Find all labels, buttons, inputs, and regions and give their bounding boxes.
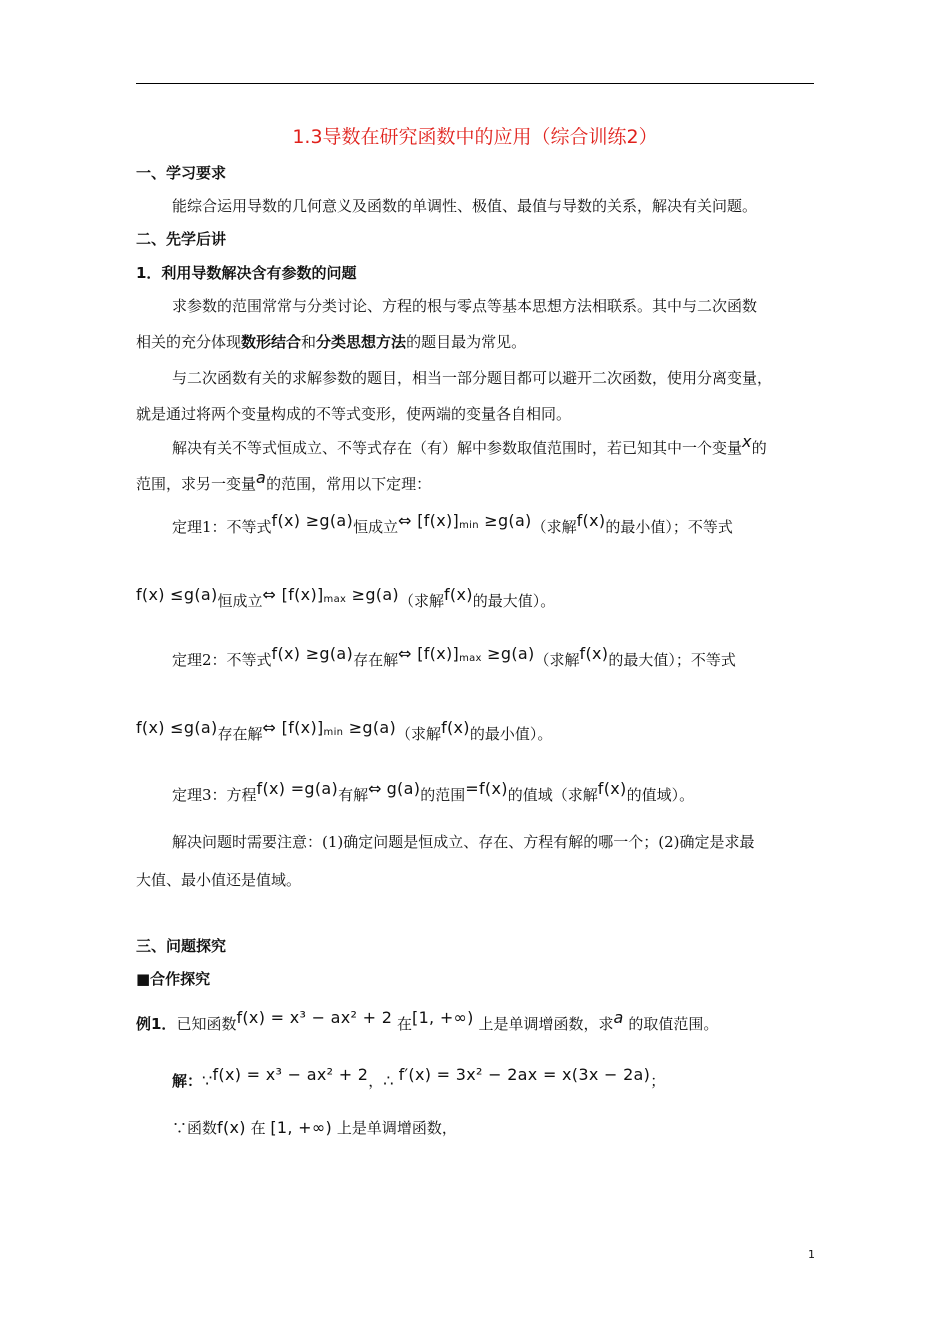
math-expression: f(x) ≥g(a): [271, 511, 354, 530]
example-1: 例1．已知函数f(x) = x³ − ax² + 2 在[1, +∞) 上是单调增函数，求a 的取值范围。: [136, 1008, 719, 1033]
theorem-2-line-1: 定理2：不等式f(x) ≥g(a)存在解⇔ $[f(x)]_{max} \ge g(a)$（求解f(x)的最大值）；不等式: [172, 644, 736, 669]
subsection-1-heading: 1．利用导数解决含有参数的问题: [136, 264, 357, 282]
theorem-1-line-2: f(x) ≤g(a)恒成立⇔ $[f(x)]_{max} \ge g(a)$（求解f(x)的最大值）。: [136, 585, 556, 610]
paragraph-2-line-2: 就是通过将两个变量构成的不等式变形，使两端的变量各自相同。: [136, 405, 572, 423]
theorem-3: 定理3：方程f(x) =g(a)有解⇔ g(a)的范围=f(x)的值域（求解f(x)的值域）。: [172, 779, 695, 804]
bold-term-classification: 分类思想方法: [316, 333, 407, 351]
bold-term-shape-number: 数形结合: [241, 333, 302, 351]
section-1-text: 能综合运用导数的几何意义及函数的单调性、极值、最值与导数的关系，解决有关问题。: [172, 197, 758, 215]
theorem-2-line-2: f(x) ≤g(a)存在解⇔ $[f(x)]_{min} \ge g(a)$（求解f(x)的最小值）。: [136, 718, 553, 743]
math-expression: f(x) ≤g(a): [136, 718, 218, 737]
page-title: 1.3导数在研究函数中的应用（综合训练2）: [292, 126, 658, 148]
math-expression: f′(x) = 3x² − 2ax = x(3x − 2a): [398, 1065, 651, 1084]
cooperative-inquiry-heading: ■合作探究: [136, 970, 211, 988]
math-expression: f(x) = x³ − ax² + 2: [236, 1008, 393, 1027]
math-expression: f(x) ≥g(a): [271, 644, 354, 663]
theorem-1-line-1: 定理1：不等式f(x) ≥g(a)恒成立⇔ $[f(x)]_{min} \ge g(a)$（求解f(x)的最小值）；不等式: [172, 511, 733, 536]
paragraph-2-line-1: 与二次函数有关的求解参数的题目，相当一部分题目都可以避开二次函数，使用分离变量，: [172, 369, 773, 387]
header-rule: [136, 83, 814, 84]
note-line-2: 大值、最小值还是值域。: [136, 871, 302, 889]
math-expression: f(x) ≤g(a): [136, 585, 218, 604]
page-number: 1: [808, 1248, 815, 1261]
math-expression: f(x) =g(a): [256, 779, 339, 798]
section-1-heading: 一、学习要求: [136, 164, 227, 182]
paragraph-1-line-1: 求参数的范围常常与分类讨论、方程的根与零点等基本思想方法相联系。其中与二次函数: [172, 297, 758, 315]
section-3-heading: 三、问题探究: [136, 937, 227, 955]
section-2-heading: 二、先学后讲: [136, 230, 227, 248]
solution-line-1: 解：∵f(x) = x³ − ax² + 2，∴ f′(x) = 3x² − 2ax = x(3x − 2a)；: [172, 1065, 666, 1090]
note-line-1: 解决问题时需要注意：(1)确定问题是恒成立、存在、方程有解的哪一个；(2)确定是求最: [172, 833, 755, 851]
paragraph-3-line-2: 范围，求另一变量a的范围，常用以下定理：: [136, 468, 432, 493]
paragraph-3-line-1: 解决有关不等式恒成立、不等式存在（有）解中参数取值范围时，若已知其中一个变量x的: [172, 432, 767, 457]
paragraph-1-line-2: 相关的充分体现数形结合和分类思想方法的题目最为常见。: [136, 333, 527, 351]
solution-line-2: ∵函数f(x) 在 [1, +∞) 上是单调增函数，: [172, 1118, 457, 1137]
